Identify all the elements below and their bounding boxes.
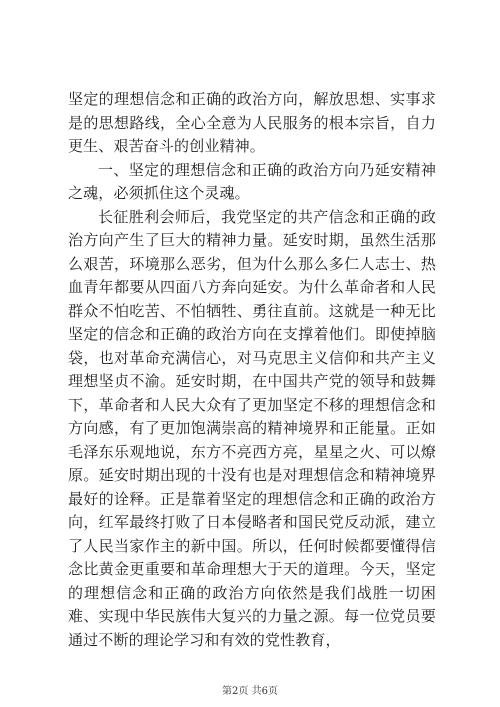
page-number-footer: 第2页 共6页 xyxy=(222,686,278,697)
paragraph-continuation: 坚定的理想信念和正确的政治方向，解放思想、实事求是的思想路线，全心全意为人民服务的根本宗旨，自力更生、艰苦奋斗的创业精神。 xyxy=(68,90,436,155)
section-heading-paragraph: 一、坚定的理想信念和正确的政治方向乃延安精神之魂，必须抓住这个灵魂。 xyxy=(68,160,436,202)
document-body xyxy=(68,88,436,652)
body-paragraph: 长征胜利会师后，我党坚定的共产信念和正确的政治方向产生了巨大的精神力量。延安时期，虽然生活那么艰苦，环境那么恶劣，但为什么那么多仁人志士、热血青年都要从四面八方奔向延安。为什么革命者和人民群众不怕吃苦、不怕牺牲、勇往直前。这就是一种无比坚定的信念和正确的政治方向在支撑着他们。即使掉脑袋，也对革命充满信心，对马克思主义信仰和共产主义理想坚贞不渝。延安时期，在中国共产党的领导和鼓舞下，革命者和人民大众有了更加坚定不移的理想信念和方向感，有了更加饱满崇高的精神境界和正能量。正如毛泽东乐观地说，东方不亮西方亮，星星之火、可以燎原。延安时期出现的十没有也是对理想信念和精神境界最好的诠释。正是靠着坚定的理想信念和正确的政治方向，红军最终打败了日本侵略者和国民党反动派，建立了人民当家作主的新中国。所以，任何时候都要懂得信念比黄金更重要和革命理想大于天的道理。今天，坚定的理想信念和正确的政治方向依然是我们战胜一切困难、实现中华民族伟大复兴的力量之源。每一位党员要通过不断的理论学习和有效的党性教育， xyxy=(68,207,436,649)
